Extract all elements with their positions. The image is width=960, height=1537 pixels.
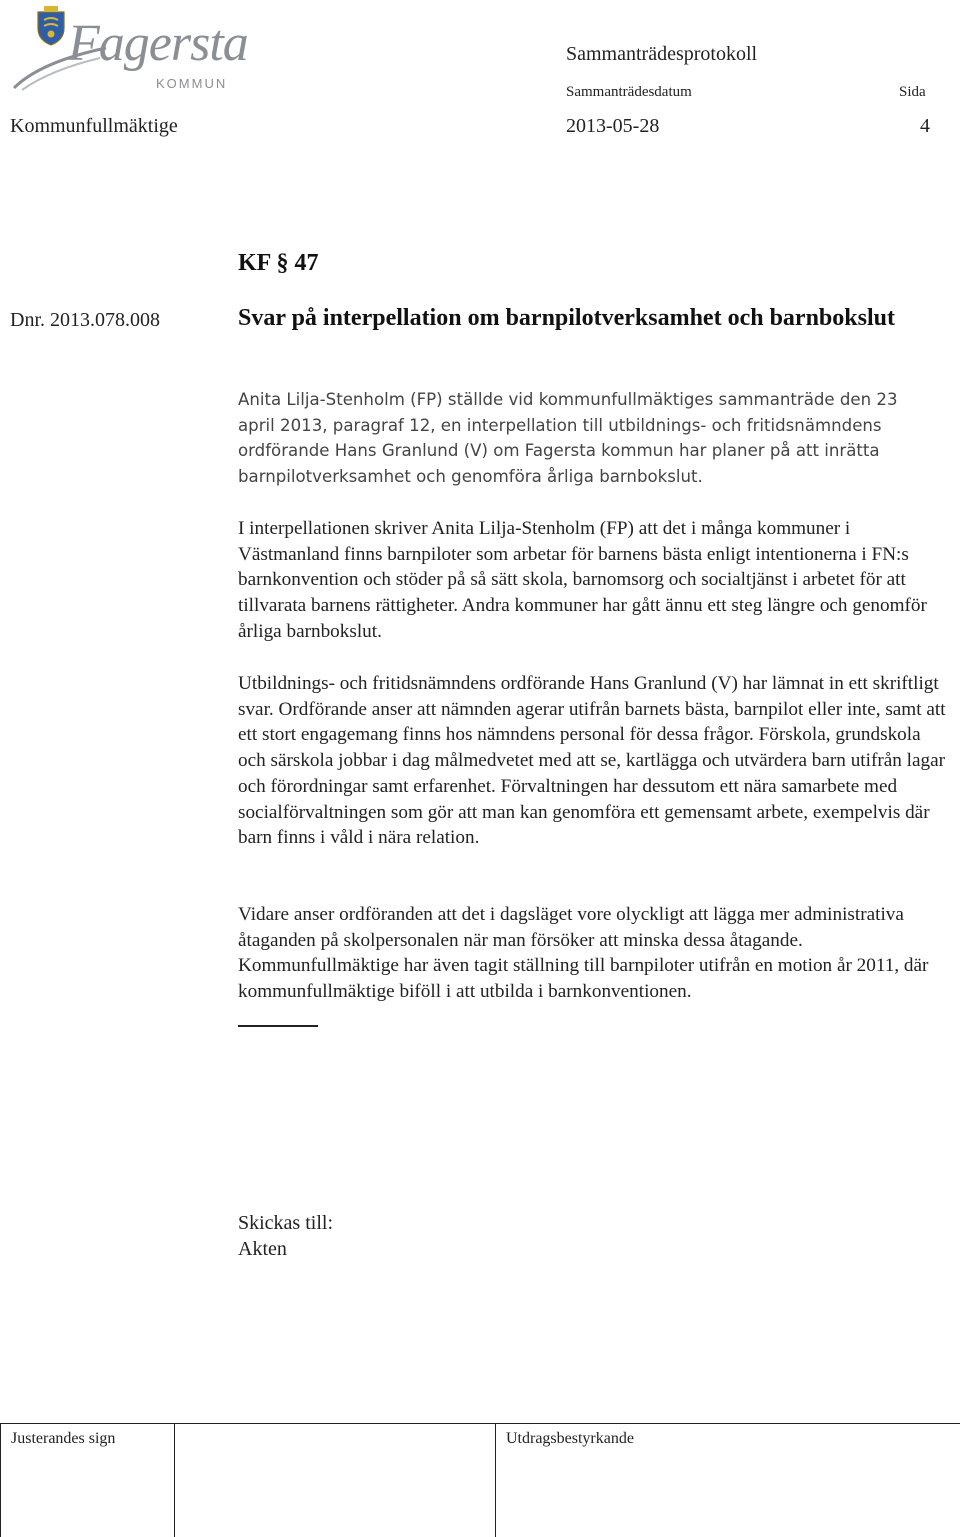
signature-footer [0,1423,960,1536]
case-title: Svar på interpellation om barnpilotverksamhet och barnbokslut [238,305,895,331]
body-paragraph-2: I interpellationen skriver Anita Lilja-Stenholm (FP) att det i många kommuner i Västmanland finns barnpiloter som arbetar för barnens bästa enligt intentionerna i FN:s barnkonvention och stöder på så sätt skola, barnomsorg och socialtjänst i arbetet för att tillvarata barnens rättigheter. Andra kommuner har gått ännu ett steg längre och genomför årliga barnbokslut. [238,518,927,642]
footer-signature-cell [174,1423,496,1537]
footer-justering-cell [0,1423,175,1537]
organ-name: Kommunfullmäktige [10,115,178,137]
utdrag-label: Utdragsbestyrkande [506,1430,634,1447]
body-paragraph-4: Vidare anser ordföranden att det i dagsläget vore olyckligt att lägga mer administrativa åtaganden på skolpersonalen när man försöker att minska dessa åtagande. Kommunfullmäktige har även tagit ställning till barnpiloter utifrån en motion år 2011, där kommunfullmäktige biföll i att utbilda i barnkonventionen. [238,904,929,1003]
diary-number: Dnr. 2013.078.008 [10,309,160,331]
document-type: Sammanträdesprotokoll [566,43,758,65]
paragraph-number: KF § 47 [238,250,319,276]
body-paragraph-1: Anita Lilja-Stenholm (FP) ställde vid kommunfullmäktiges sammanträde den 23 april 2013, paragraf 12, en interpellation till utbildnings- och fritidsnämndens ordförande Hans Granlund (V) om Fagersta kommun har planer på att inrätta barnpilotverksamhet och genomföra årliga barnbokslut. [238,390,898,487]
distribution-recipient: Akten [238,1238,287,1260]
justering-label: Justerandes sign [11,1430,116,1447]
end-rule [238,1025,318,1027]
page-label: Sida [899,84,926,100]
footer-utdrag-cell [495,1423,960,1537]
page-number: 4 [920,115,930,137]
body-paragraph-3: Utbildnings- och fritidsnämndens ordförande Hans Granlund (V) har lämnat in ett skriftligt svar. Ordförande anser att nämnden agerar utifrån barnets bästa, barnpilot eller inte, samt att ett stort engagemang finns hos nämndens personal för dessa frågor. Förskola, grundskola och särskola jobbar i dag målmedvetet med att se, kartlägga och utvärdera barn utifrån lagar och förordningar samt erfarenhet. Förvaltningen har dessutom ett nära samarbete med socialförvaltningen som gör att man kan genomföra ett gemensamt arbete, exempelvis där barn finns i våld i nära relation. [238,673,946,849]
meeting-date: 2013-05-28 [566,115,660,137]
logo-subtitle: KOMMUN [156,76,228,91]
meeting-date-label: Sammanträdesdatum [566,84,692,100]
coat-of-arms-icon [36,6,66,46]
distribution-label: Skickas till: [238,1212,333,1234]
logo-wordmark: Fagersta [68,15,248,72]
